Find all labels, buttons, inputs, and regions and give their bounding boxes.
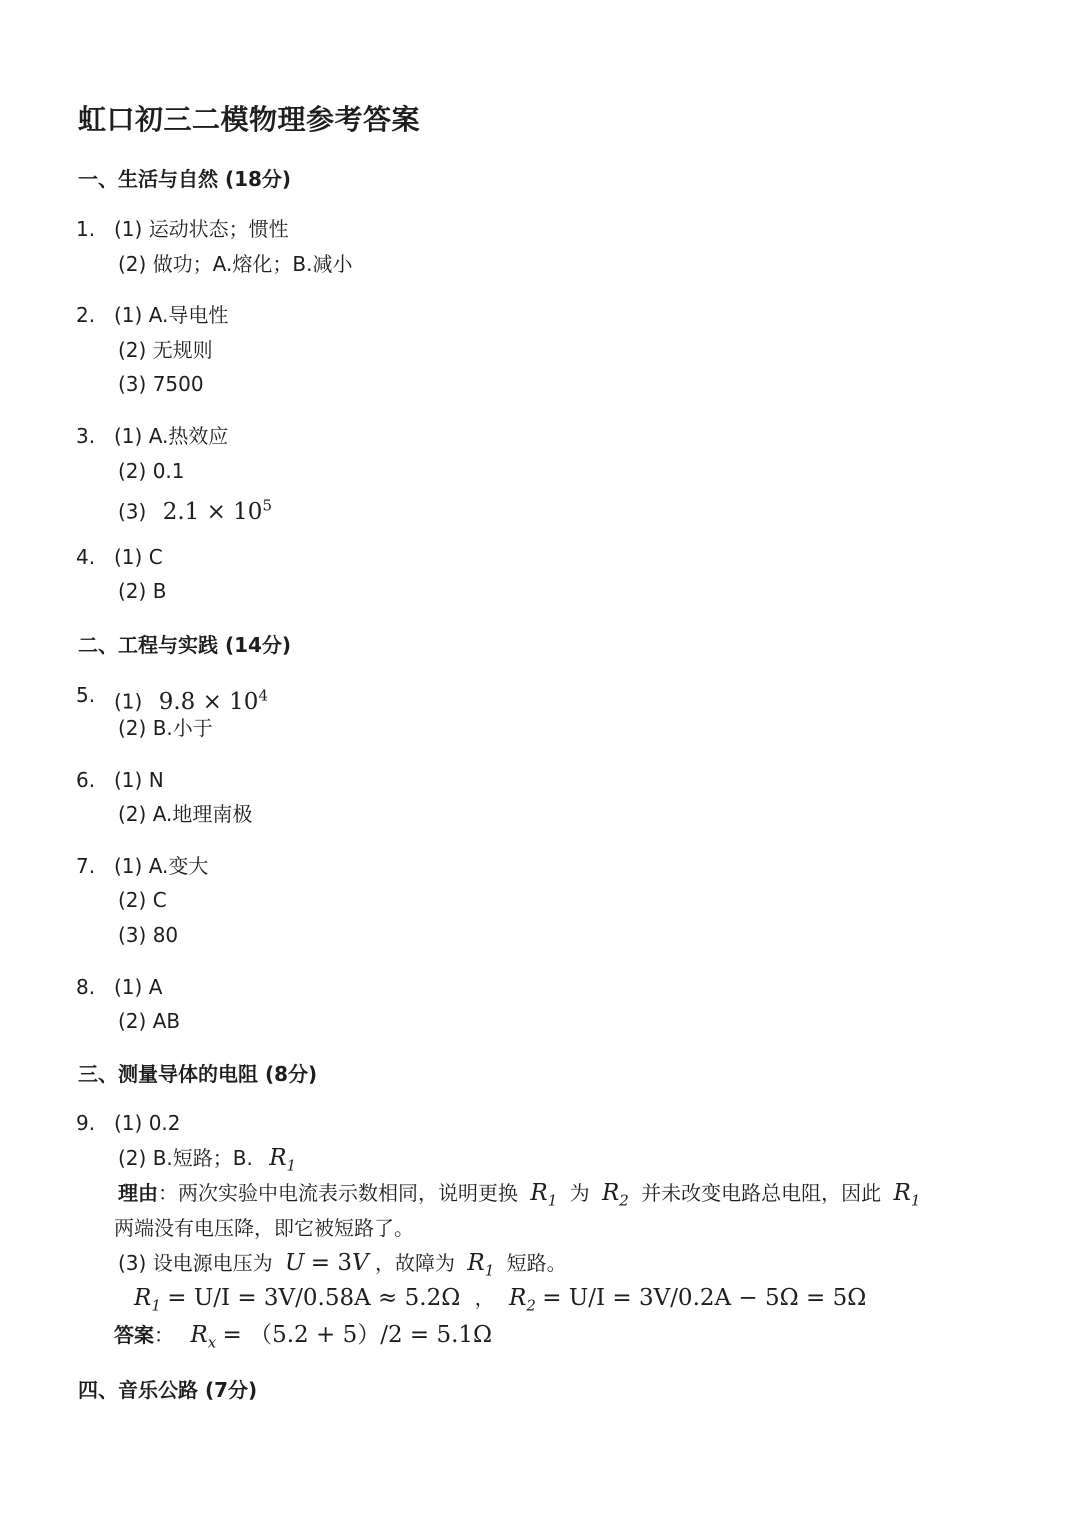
question-6-answer-1: (1) N — [114, 768, 164, 792]
question-3-answer-2: (2) 0.1 — [118, 459, 185, 483]
reason-text-2: 为 — [569, 1181, 590, 1205]
question-5-answer-2: (2) B.小于 — [118, 716, 213, 740]
question-9-answer-2 — [118, 1144, 296, 1180]
question-2-answer-2: (2) 无规则 — [118, 338, 213, 362]
reason-text-3: 并未改变电路总电阻，因此 — [641, 1181, 882, 1205]
question-8-answer-1: (1) A — [114, 975, 163, 999]
reason-text-1: ：两次实验中电流表示数相同，说明更换 — [158, 1181, 518, 1205]
question-9-reason-line-2: 两端没有电压降，即它被短路了。 — [114, 1216, 414, 1240]
question-9-answer-3 — [118, 1249, 567, 1285]
equation-separator: ， — [474, 1286, 495, 1310]
answer-label: 答案 — [114, 1323, 154, 1347]
question-4-number: 4. — [76, 545, 96, 569]
scientific-value — [158, 686, 268, 715]
page-title: 虹口初三二模物理参考答案 — [78, 103, 421, 136]
question-7-answer-3: (3) 80 — [118, 923, 179, 947]
question-6-number: 6. — [76, 768, 96, 792]
question-6-answer-2: (2) A.地理南极 — [118, 802, 253, 826]
question-9-equations — [134, 1284, 866, 1320]
answer-text: (2) B.短路；B. — [118, 1146, 253, 1170]
question-9-reason — [118, 1179, 920, 1215]
resistor-r1-symbol: $R_1$ — [269, 1145, 297, 1175]
resistor-r2-symbol: $R_2$ — [509, 1285, 536, 1315]
question-7-answer-2: (2) C — [118, 888, 167, 912]
question-3-number: 3. — [76, 424, 96, 448]
question-2-number: 2. — [76, 303, 96, 327]
equation-r1: = U/I = 3V/0.58A ≈ 5.2Ω — [167, 1285, 461, 1311]
resistor-r1-symbol: $R_1$ — [134, 1285, 161, 1315]
value-base: 2.1 × 10 — [162, 498, 263, 525]
question-9-number: 9. — [76, 1111, 96, 1135]
question-2-answer-1: (1) A.导电性 — [114, 303, 229, 327]
question-9-answer-1: (1) 0.2 — [114, 1111, 181, 1135]
question-3-answer-1: (1) A.热效应 — [114, 424, 229, 448]
section-heading-1: 一、生活与自然 (18分) — [78, 167, 292, 191]
question-8-answer-2: (2) AB — [118, 1009, 181, 1033]
question-3-answer-3 — [118, 491, 272, 526]
answer-colon: ： — [154, 1323, 174, 1347]
answer-text-2: ，故障为 — [375, 1251, 455, 1275]
question-4-answer-1: (1) C — [114, 545, 163, 569]
question-9-final-answer — [114, 1321, 492, 1357]
reason-label: 理由 — [118, 1181, 158, 1205]
value-exponent: 4 — [258, 686, 268, 704]
resistor-r1-symbol: $R_1$ — [467, 1250, 495, 1280]
voltage-value: = 3V — [310, 1250, 369, 1276]
question-1-answer-2: (2) 做功；A.熔化；B.减小 — [118, 252, 353, 276]
question-2-answer-3: (3) 7500 — [118, 372, 204, 396]
resistor-r2-symbol: $R_2$ — [601, 1180, 629, 1210]
question-7-answer-1: (1) A.变大 — [114, 854, 209, 878]
answer-label: (1) — [114, 689, 143, 714]
value-base: 9.8 × 10 — [158, 688, 259, 715]
value-exponent: 5 — [262, 496, 272, 514]
question-1-number: 1. — [76, 217, 96, 241]
question-5-answer-1 — [114, 681, 268, 716]
voltage-symbol: U — [285, 1250, 305, 1276]
answer-text-1: (3) 设电源电压为 — [118, 1251, 273, 1275]
section-heading-4: 四、音乐公路 (7分) — [78, 1378, 258, 1402]
question-1-answer-1: (1) 运动状态；惯性 — [114, 217, 289, 241]
question-4-answer-2: (2) B — [118, 579, 167, 603]
question-5-number: 5. — [76, 683, 96, 707]
question-7-number: 7. — [76, 854, 96, 878]
resistor-r1-symbol: $R_1$ — [893, 1180, 921, 1210]
voltage-equation: = 3 — [310, 1250, 353, 1276]
resistor-rx-symbol: $R_x$ — [190, 1322, 217, 1352]
question-8-number: 8. — [76, 975, 96, 999]
scientific-value — [162, 496, 272, 525]
equation-r2: = U/I = 3V/0.2A − 5Ω = 5Ω — [542, 1285, 867, 1311]
equation-rx: = （5.2 + 5）/2 = 5.1Ω — [222, 1322, 493, 1348]
answer-label: (3) — [118, 499, 147, 524]
answer-text-3: 短路。 — [506, 1251, 567, 1275]
section-heading-3: 三、测量导体的电阻 (8分) — [78, 1062, 318, 1086]
resistor-r1-symbol: $R_1$ — [530, 1180, 558, 1210]
section-heading-2: 二、工程与实践 (14分) — [78, 633, 292, 657]
